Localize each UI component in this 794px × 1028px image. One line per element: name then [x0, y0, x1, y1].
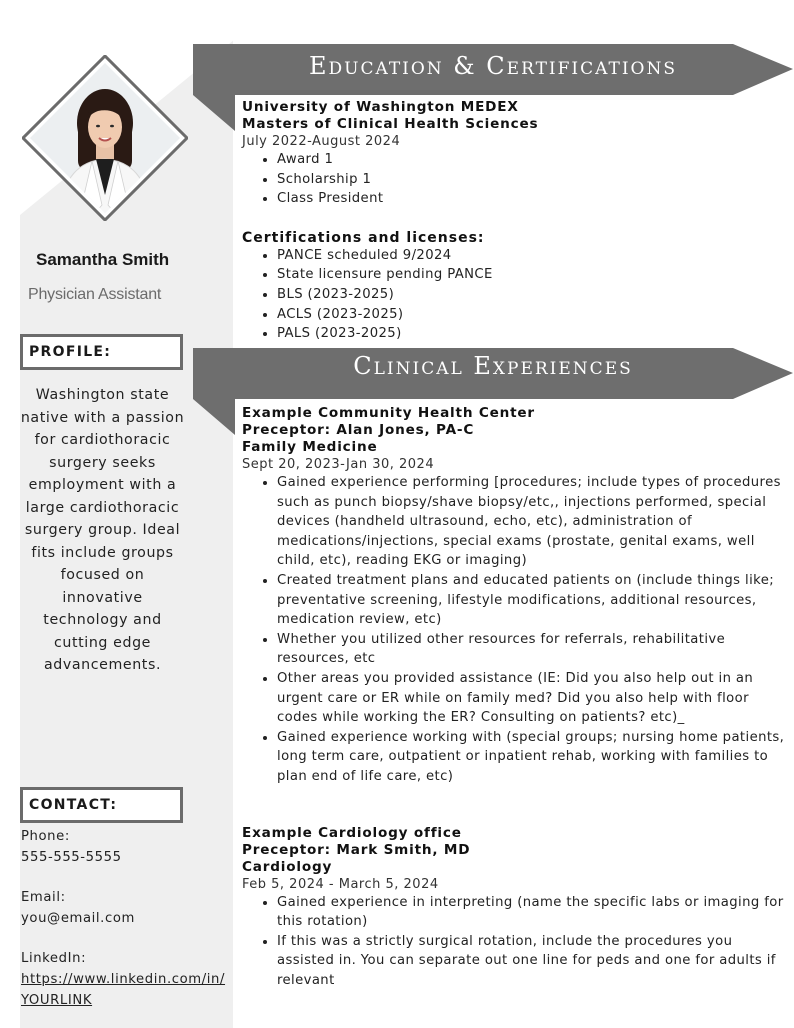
list-item: • Scholarship 1 [277, 170, 787, 190]
profile-heading: PROFILE: [20, 334, 183, 370]
list-item: • Whether you utilized other resources for referrals, rehabilitative resources, etc [277, 630, 787, 669]
phone-value: 555-555-5555 [21, 850, 122, 865]
profile-summary: Washington state native with a passion for cardiothoracic surgery seeks employment with a large cardiothoracic surgery group. Ideal fits include groups focused on innovative technology and cutting edge advancements. [20, 387, 185, 673]
school-name: University of Washington MEDEX [242, 99, 519, 115]
linkedin-link[interactable]: https://www.linkedin.com/in/YOURLINK [21, 972, 226, 1008]
list-item: • Gained experience in interpreting (name the specific labs or imaging for this rotation) [277, 893, 787, 932]
list-item: • ACLS (2023-2025) [277, 305, 787, 325]
list-item: • Award 1 [277, 150, 787, 170]
clinical-section [242, 405, 787, 990]
exp1-place: Example Community Health Center [242, 405, 535, 421]
exp1-specialty: Family Medicine [242, 439, 378, 455]
exp2-list [277, 893, 787, 991]
certs-list [277, 246, 787, 344]
contact-block [21, 826, 226, 1011]
exp1-list [277, 473, 787, 787]
certs-heading: Certifications and licenses: [242, 229, 485, 246]
phone-label: Phone: [21, 829, 70, 844]
list-item: • Created treatment plans and educated patients on (include things like; preventative screening, lifestyle modifications, additional resources, medication review, etc) [277, 571, 787, 630]
education-dates: July 2022-August 2024 [242, 134, 401, 149]
list-item: • Other areas you provided assistance (IE: Did you also help out in an urgent care or ER while on family med? Did you also help with floor codes while working the ER? Consulting on patients? etc)_ [277, 669, 787, 728]
exp2-dates: Feb 5, 2024 - March 5, 2024 [242, 876, 439, 892]
linkedin-label: LinkedIn: [21, 951, 87, 966]
profile-photo [22, 55, 188, 221]
awards-list [277, 150, 787, 209]
exp2-specialty: Cardiology [242, 858, 333, 875]
list-item: • PANCE scheduled 9/2024 [277, 246, 787, 266]
contact-heading: CONTACT: [20, 787, 183, 823]
list-item: • Gained experience performing [procedures; include types of procedures such as punch biopsy/shave biopsy/etc,, injections performed, special devices (handheld ultrasound, echo, etc), administration of medications/injections, special exams (prostate, genital exams, well child, etc), reading EKG or imaging) [277, 473, 787, 571]
list-item: • PALS (2023-2025) [277, 324, 787, 344]
exp2-place: Example Cardiology office [242, 824, 462, 841]
email-label: Email: [21, 890, 66, 905]
person-name: Samantha Smith [36, 250, 170, 269]
list-item: • State licensure pending PANCE [277, 265, 787, 285]
email-value: you@email.com [21, 911, 135, 926]
exp2-preceptor: Preceptor: Mark Smith, MD [242, 841, 471, 858]
degree-name: Masters of Clinical Health Sciences [242, 116, 539, 132]
person-title: Physician Assistant [28, 286, 162, 303]
clinical-banner-title: Clinical Experiences [353, 352, 633, 380]
list-item: • Gained experience working with (special groups; nursing home patients, long term care, outpatient or inpatient rehab, working with families to plan end of life care, etc) [277, 728, 787, 787]
education-section [242, 99, 787, 344]
exp1-preceptor: Preceptor: Alan Jones, PA-C [242, 422, 475, 438]
exp1-dates: Sept 20, 2023-Jan 30, 2024 [242, 457, 435, 472]
list-item: • BLS (2023-2025) [277, 285, 787, 305]
list-item: • If this was a strictly surgical rotation, include the procedures you assisted in. You can separate out one line for peds and one for adults if relevant [277, 932, 787, 991]
education-banner-title: Education & Certifications [308, 52, 678, 80]
list-item: • Class President [277, 189, 787, 209]
